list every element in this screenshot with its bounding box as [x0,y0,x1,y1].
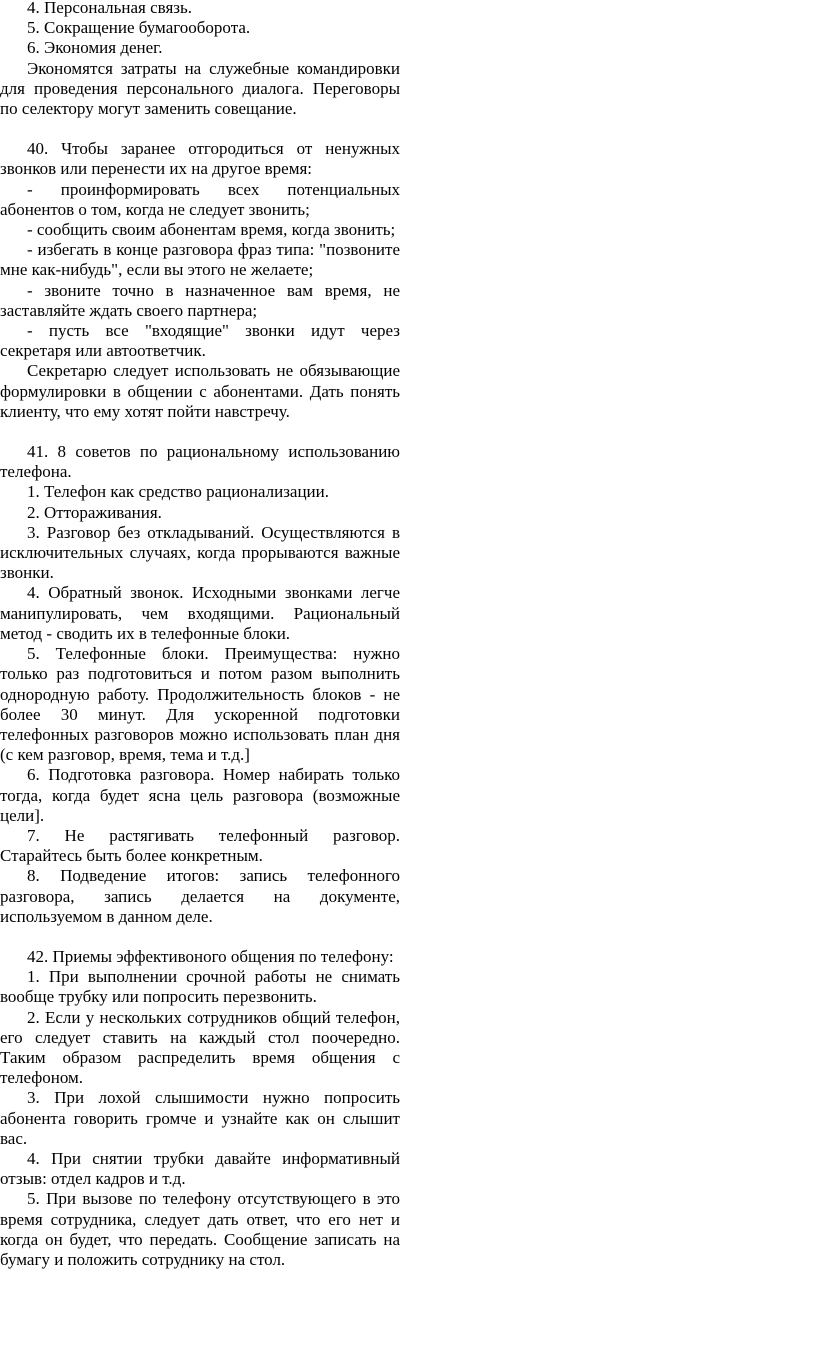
section-heading-40: 40. Чтобы заранее отгородиться от ненужных звонков или перенести их на другое время: [0,139,400,179]
body-paragraph: Экономятся затраты на служебные командировки для проведения персонального диалога. Переговоры по селектору могут заменить совещание. [0,58,400,119]
paragraph-spacer [0,927,400,947]
list-item: 5. Сокращение бумагооборота. [27,18,251,38]
list-item: 4. Персональная связь. [27,0,192,17]
list-item: - сообщить своим абонентам время, когда звонить; [27,220,396,240]
list-item: - звоните точно в назначенное вам время, не заставляйте ждать своего партнера; [0,280,400,320]
section-heading-42: 42. Приемы эффективоного общения по телефону: [27,946,394,966]
paragraph-spacer [0,422,400,442]
paragraph-spacer [0,119,400,139]
list-item: 5. Телефонные блоки. Преимущества: нужно только раз подготовиться и потом разом выполнить однородную работу. Продолжительность блоков - не более 30 минут. Для ускоренной подготовки телефонных разговоров можно использовать план дня (с кем разговор, время, тема и т.д.] [0,644,400,765]
list-item: 6. Подготовка разговора. Номер набирать только тогда, когда будет ясна цель разговора (возможные цели]. [0,765,400,825]
list-item: 4. Обратный звонок. Исходными звонками легче манипулировать, чем входящими. Рациональный метод - сводить их в телефонные блоки. [0,583,400,643]
list-item: 5. При вызове по телефону отсутствующего в это время сотрудника, следует дать ответ, что его нет и когда он будет, что передать. Сообщение записать на бумагу и положить сотруднику на стол. [0,1189,400,1269]
list-item: 2. Если у нескольких сотрудников общий телефон, его следует ставить на каждый стол поочередно. Таким образом распределить время общения с телефоном. [0,1007,400,1088]
list-item: - пусть все "входящие" звонки идут через секретаря или автоответчик. [0,321,400,361]
list-item: - избегать в конце разговора фраз типа: "позвоните мне как-нибудь", если вы этого не желаете; [0,240,400,280]
body-paragraph: Секретарю следует использовать не обязывающие формулировки в общении с абонентами. Дать понять клиенту, что ему хотят пойти навстречу. [0,361,400,421]
list-item: 8. Подведение итогов: запись телефонного разговора, запись делается на документе, используемом в данном деле. [0,866,400,926]
list-item: 4. При снятии трубки давайте информативный отзыв: отдел кадров и т.д. [0,1148,400,1189]
list-item: 6. Экономия денег. [27,38,163,58]
list-item: 1. При выполнении срочной работы не снимать вообще трубку или попросить перезвонить. [0,967,400,1007]
document-page [0,0,400,1270]
list-item: 3. Разговор без откладываний. Осуществляются в исключительных случаях, когда прорываются важные звонки. [0,522,400,583]
list-item: 3. При лохой слышимости нужно попросить абонента говорить громче и узнайте как он слышит вас. [0,1088,400,1148]
list-item: 7. Не растягивать телефонный разговор. Старайтесь быть более конкретным. [0,825,400,866]
list-item: 2. Оттораживания. [27,502,162,522]
list-item: - проинформировать всех потенциальных абонентов о том, когда не следует звонить; [0,179,400,219]
list-item: 1. Телефон как средство рационализации. [27,482,330,502]
section-heading-41: 41. 8 советов по рациональному использованию телефона. [0,442,400,482]
